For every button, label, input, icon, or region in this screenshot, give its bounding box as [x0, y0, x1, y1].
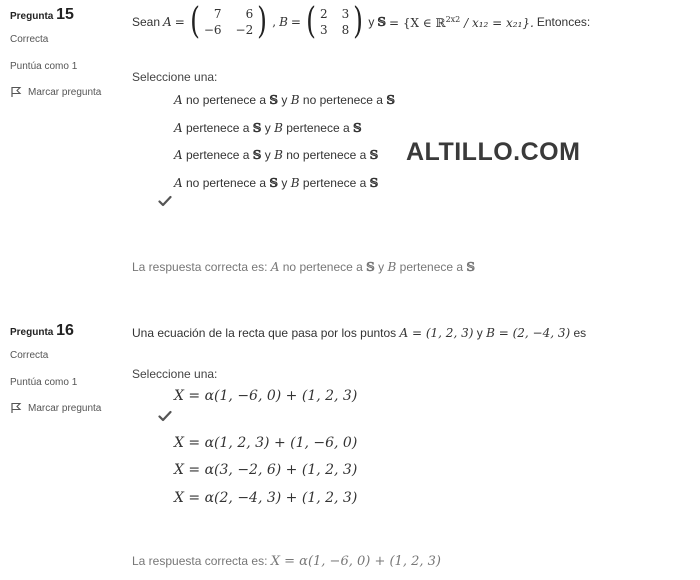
- equals-sign: =: [290, 15, 301, 29]
- matrix-a-name: A: [163, 15, 172, 29]
- option-b: B: [290, 93, 300, 107]
- matrix-cell: 8: [341, 23, 350, 37]
- correct-value: X = α(1, −6, 0) + (1, 2, 3): [270, 554, 441, 569]
- set-exponent: 2x2: [445, 14, 461, 24]
- stmt-text: y: [473, 326, 487, 340]
- option-text: pertenece a: [299, 176, 370, 190]
- answer-option[interactable]: [174, 93, 395, 107]
- option-a: A: [174, 148, 183, 162]
- option-text: pertenece a: [182, 121, 253, 135]
- matrix-cell: −6: [203, 23, 222, 37]
- set-definition: [389, 15, 534, 30]
- set-s-name: 𝕊: [377, 15, 387, 29]
- flag-label: Marcar pregunta: [28, 86, 102, 98]
- option-text: no pertenece a: [299, 93, 387, 107]
- stmt-text: es: [570, 326, 587, 340]
- option-a: A: [174, 93, 183, 107]
- option-text: y: [278, 93, 291, 107]
- question-info-15: [10, 6, 120, 98]
- option-set: 𝕊: [369, 148, 379, 162]
- matrix-cell: 6: [245, 7, 254, 21]
- question-state: Correcta: [10, 350, 49, 361]
- option-set: 𝕊: [369, 176, 379, 190]
- correct-text: no pertenece a: [279, 260, 367, 274]
- option-text: pertenece a: [182, 148, 253, 162]
- question-mark: Puntúa como 1: [10, 61, 78, 72]
- correct-set: 𝕊: [466, 260, 476, 274]
- point-b: B = (2, −4, 3): [486, 326, 571, 340]
- question-word: Pregunta: [10, 327, 54, 338]
- matrix-a: [188, 1, 270, 42]
- option-set: 𝕊: [269, 93, 279, 107]
- comma: ,: [272, 15, 277, 29]
- flag-question-16[interactable]: [10, 402, 120, 414]
- option-set: 𝕊: [386, 93, 395, 107]
- answer-option[interactable]: X = α(2, −4, 3) + (1, 2, 3): [174, 490, 358, 506]
- correct-b: B: [387, 260, 397, 274]
- option-b: B: [290, 176, 300, 190]
- set-def: = {X ∈ ℝ: [389, 15, 446, 30]
- answer-option[interactable]: X = α(1, 2, 3) + (1, −6, 0): [174, 435, 358, 451]
- option-text: pertenece a: [282, 121, 353, 135]
- equals-sign: =: [174, 15, 185, 29]
- flag-label: Marcar pregunta: [28, 402, 102, 414]
- option-a: A: [174, 176, 183, 190]
- question-15-statement: [132, 1, 593, 42]
- answer-option[interactable]: X = α(3, −2, 6) + (1, 2, 3): [174, 462, 358, 478]
- right-paren: ): [353, 1, 364, 42]
- option-set: 𝕊: [252, 121, 262, 135]
- answer-option-selected[interactable]: X = α(1, −6, 0) + (1, 2, 3): [174, 388, 358, 404]
- question-number: 15: [56, 6, 74, 23]
- option-text: y: [278, 176, 291, 190]
- matrix-b-name: B: [279, 15, 288, 29]
- correct-answer-15: [132, 260, 475, 274]
- option-a: A: [174, 121, 183, 135]
- question-number: 16: [56, 322, 74, 339]
- option-text: no pertenece a: [282, 148, 370, 162]
- question-mark: Puntúa como 1: [10, 377, 78, 388]
- option-b: B: [274, 148, 283, 162]
- right-paren: ): [257, 1, 268, 42]
- matrix-cell: 3: [341, 7, 350, 21]
- watermark: ALTILLO.COM: [406, 138, 581, 166]
- correct-set: 𝕊: [366, 260, 375, 274]
- stmt-text: Una ecuación de la recta que pasa por los puntos: [132, 326, 400, 340]
- flag-question-15[interactable]: [10, 86, 120, 98]
- question-word: Pregunta: [10, 11, 54, 22]
- correct-prefix: La respuesta correcta es:: [132, 260, 271, 274]
- option-text: y: [261, 148, 275, 162]
- checkmark-icon: [158, 195, 172, 207]
- question-info-16: [10, 322, 120, 414]
- option-set: 𝕊: [352, 121, 362, 135]
- matrix-b: [304, 1, 365, 42]
- answer-option[interactable]: [174, 121, 362, 135]
- correct-text: y: [374, 260, 388, 274]
- correct-answer-16: [132, 554, 441, 569]
- and-word: y: [368, 15, 375, 29]
- option-set: 𝕊: [269, 176, 279, 190]
- correct-text: pertenece a: [396, 260, 467, 274]
- question-label: [10, 322, 120, 340]
- correct-a: A: [270, 260, 280, 274]
- correct-prefix: La respuesta correcta es:: [132, 554, 271, 568]
- question-label: [10, 6, 120, 24]
- left-paren: (: [189, 1, 200, 42]
- set-tail: / x₁₂ = x₂₁}.: [464, 15, 534, 30]
- checkmark-icon: [158, 410, 172, 422]
- option-text: no pertenece a: [182, 176, 270, 190]
- question-state: Correcta: [10, 34, 49, 45]
- option-b: B: [274, 121, 283, 135]
- left-paren: (: [306, 1, 316, 42]
- flag-icon: [10, 402, 22, 414]
- matrix-cell: 2: [320, 7, 328, 21]
- matrix-cell: 7: [213, 7, 222, 21]
- matrix-cell: 3: [320, 23, 328, 37]
- stmt-outro: Entonces:: [536, 15, 591, 29]
- option-set: 𝕊: [252, 148, 262, 162]
- answer-option-selected[interactable]: [174, 176, 378, 190]
- question-16-statement: [132, 326, 586, 340]
- flag-icon: [10, 86, 22, 98]
- select-label: Seleccione una:: [132, 367, 218, 381]
- stmt-intro: Sean: [132, 15, 161, 29]
- option-text: y: [261, 121, 275, 135]
- select-label: Seleccione una:: [132, 70, 218, 84]
- matrix-cell: −2: [235, 23, 254, 37]
- answer-option[interactable]: [174, 148, 378, 162]
- point-a: A = (1, 2, 3): [399, 326, 474, 340]
- option-text: no pertenece a: [182, 93, 270, 107]
